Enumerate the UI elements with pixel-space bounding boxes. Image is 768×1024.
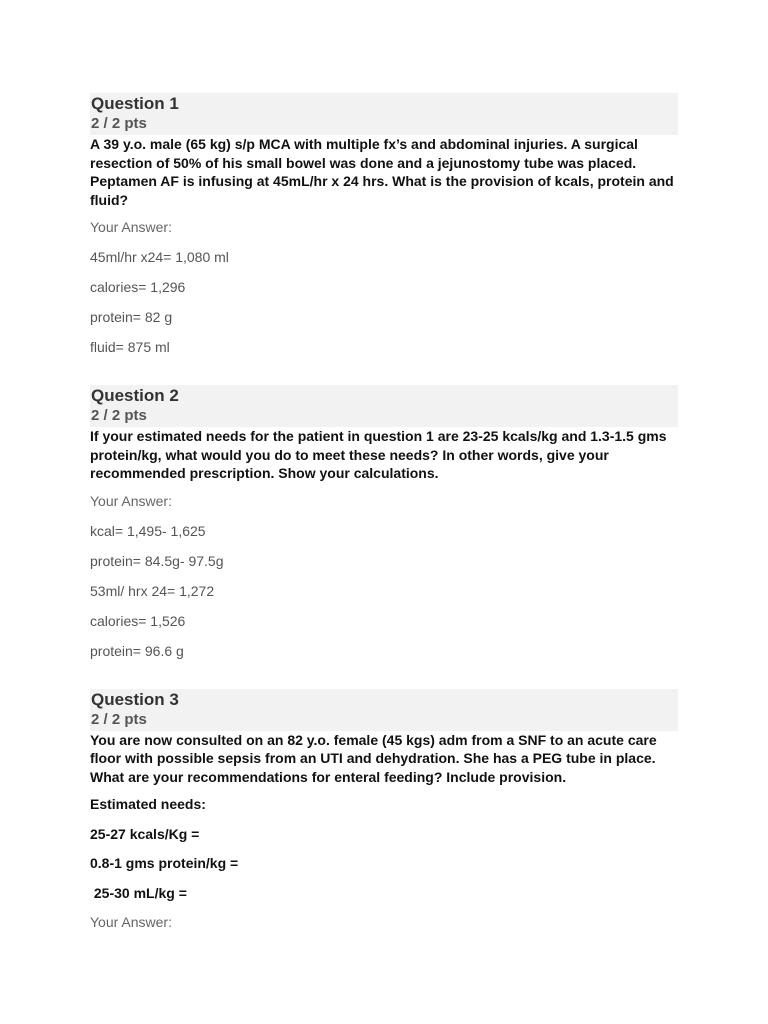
- estimated-needs-line: 0.8-1 gms protein/kg =: [90, 855, 239, 871]
- quiz-results: [90, 93, 678, 942]
- answer-label: Your Answer:: [90, 219, 172, 235]
- question-points: 2 / 2 pts: [91, 115, 147, 132]
- question-text: A 39 y.o. male (65 kg) s/p MCA with multiple fx’s and abdominal injuries. A surgical resection of 50% of his small bowel was done and a jejunostomy tube was placed. Peptamen AF is infusing at 45mL/hr x 24 hrs. What is the provision of kcals, protein and fluid?: [90, 136, 674, 208]
- question-points: 2 / 2 pts: [91, 710, 147, 728]
- question-title: Question 3: [91, 689, 179, 709]
- estimated-needs-line: 25-30 mL/kg =: [90, 884, 187, 901]
- question-header: [90, 93, 678, 135]
- answer-label: Your Answer:: [90, 492, 172, 509]
- answer-line: calories= 1,526: [90, 612, 186, 629]
- answer-line: kcal= 1,495- 1,625: [90, 522, 206, 539]
- estimated-needs-line: 25-27 kcals/Kg =: [90, 825, 200, 842]
- answer-line: 45ml/hr x24= 1,080 ml: [90, 249, 229, 265]
- question-1: [90, 93, 678, 367]
- question-title: Question 1: [91, 94, 179, 113]
- question-2: [90, 385, 678, 671]
- question-text: You are now consulted on an 82 y.o. female (45 kgs) adm from a SNF to an acute care floor with possible sepsis from an UTI and dehydration. She has a PEG tube in place. What are your recommendations for enteral feeding? Include provision.: [90, 731, 657, 785]
- question-header: [90, 385, 678, 427]
- estimated-needs-line: Estimated needs:: [90, 796, 206, 812]
- answer-line: calories= 1,296: [90, 279, 186, 295]
- answer-label: Your Answer:: [90, 914, 172, 930]
- question-3: [90, 689, 678, 943]
- question-title: Question 2: [91, 386, 179, 405]
- question-points: 2 / 2 pts: [91, 407, 147, 424]
- answer-line: 53ml/ hrx 24= 1,272: [90, 582, 215, 599]
- answer-line: protein= 82 g: [90, 309, 173, 325]
- answer-line: protein= 84.5g- 97.5g: [90, 552, 224, 569]
- question-header: [90, 689, 678, 731]
- answer-line: protein= 96.6 g: [90, 642, 184, 659]
- answer-line: fluid= 875 ml: [90, 339, 170, 355]
- question-text: If your estimated needs for the patient in question 1 are 23-25 kcals/kg and 1.3-1.5 gms protein/kg, what would you do to meet these needs? In other words, give your recommended prescription. Show your calculations.: [90, 428, 667, 481]
